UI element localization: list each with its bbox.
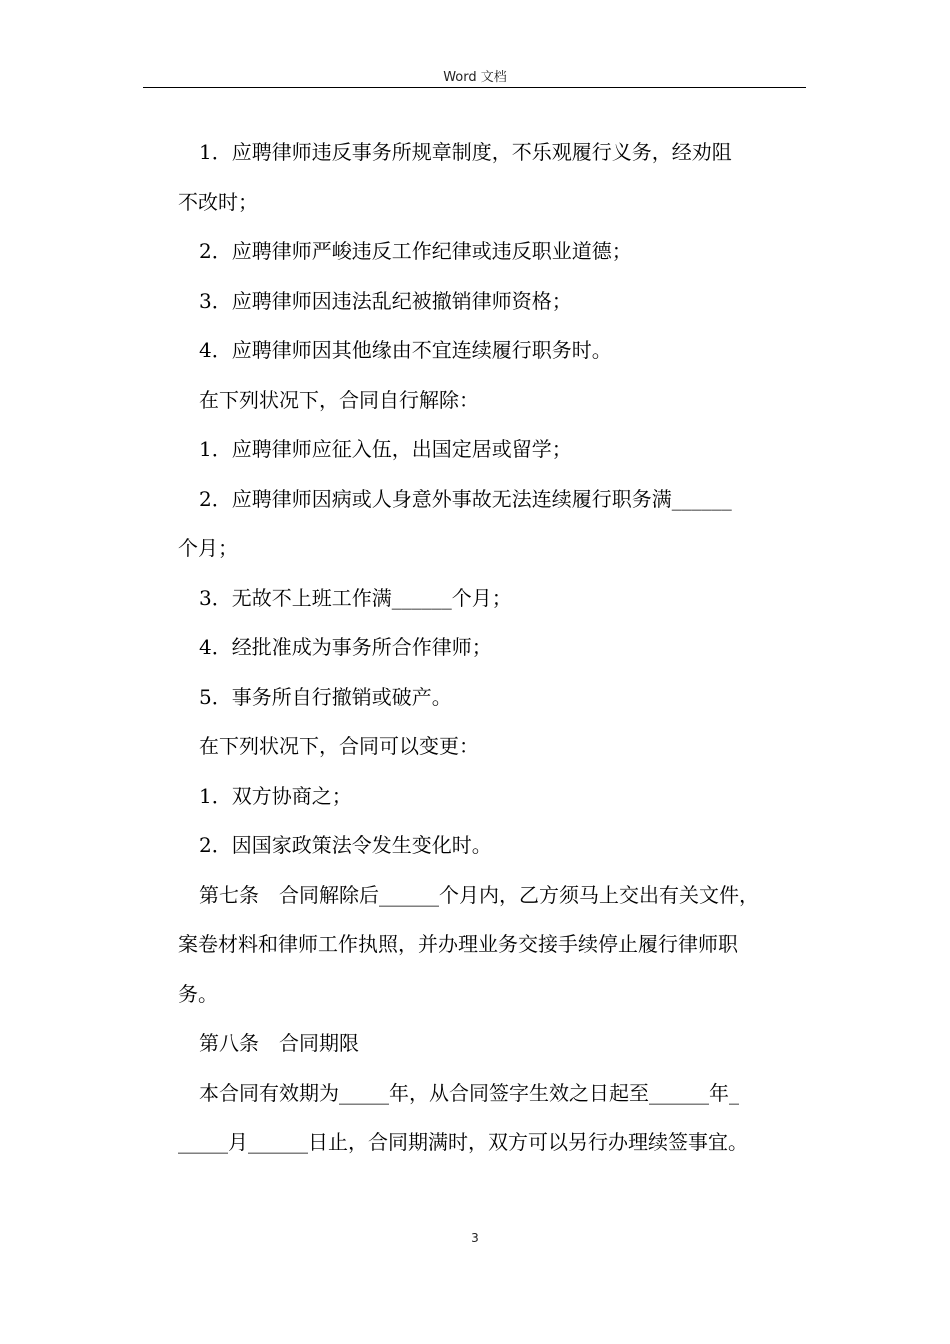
text-line: 务。 (178, 981, 218, 1006)
text-line: 3．应聘律师因违法乱纪被撤销律师资格； (199, 288, 572, 313)
text-line: 个月； (178, 536, 238, 560)
document-body (178, 128, 818, 1168)
text-line: 1．应聘律师违反事务所规章制度，不乐观履行义务，经劝阻 (199, 140, 732, 164)
page-number: 3 (471, 1231, 479, 1245)
text-line: 5．事务所自行撤销或破产。 (199, 684, 452, 709)
text-line: 不改时； (178, 189, 258, 214)
text-line: 4．应聘律师因其他缘由不宜连续履行职务时。 (199, 338, 612, 362)
text-line: 4．经批准成为事务所合作律师； (199, 635, 492, 659)
text-line: 在下列状况下，合同可以变更： (199, 734, 479, 758)
text-line: _____月______日止，合同期满时，双方可以另行办理续签事宜。 (178, 1130, 748, 1154)
text-line: 1．应聘律师应征入伍，出国定居或留学； (199, 437, 572, 461)
text-line: 案卷材料和律师工作执照，并办理业务交接手续停止履行律师职 (178, 932, 738, 956)
text-line: 3．无故不上班工作满______个月； (199, 585, 512, 610)
text-line: 第八条 合同期限 (199, 1031, 359, 1055)
text-line: 2．因国家政策法令发生变化时。 (199, 833, 492, 857)
text-line: 在下列状况下，合同自行解除： (199, 387, 479, 412)
text-line: 1．双方协商之； (199, 783, 352, 808)
header-title: Word 文档 (443, 70, 507, 85)
text-line: 本合同有效期为_____年，从合同签字生效之日起至______年_ (199, 1080, 739, 1105)
header-divider (143, 87, 806, 88)
text-line: 第七条 合同解除后______个月内，乙方须马上交出有关文件， (199, 882, 759, 907)
text-line: 2．应聘律师严峻违反工作纪律或违反职业道德； (199, 239, 632, 263)
text-line: 2．应聘律师因病或人身意外事故无法连续履行职务满______ (199, 486, 732, 511)
